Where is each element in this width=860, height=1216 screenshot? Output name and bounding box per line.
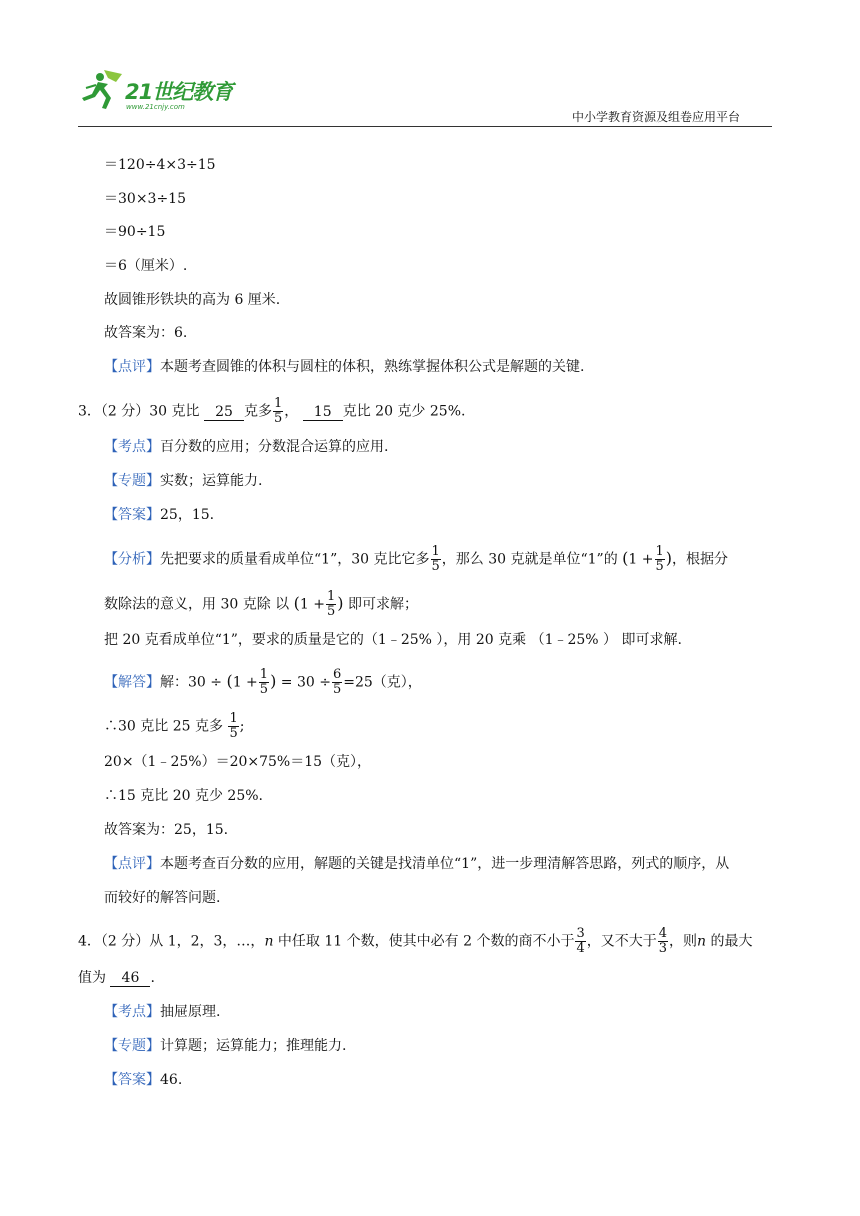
platform-title: 中小学教育资源及组卷应用平台 (571, 110, 740, 124)
fraction: $\frac{1}{5}$ (326, 589, 336, 619)
runner-logo-icon (78, 68, 126, 112)
analysis-tag: 【分析】 (104, 551, 160, 568)
analysis-line: 数除法的意义，用 30 克除 以 (1 + $\frac{1}{5}$ ) 即可求解； (104, 589, 418, 619)
conclusion-line: 故圆锥形铁块的高为 6 厘米. (104, 292, 281, 308)
question-3-text: 克比 20 克少 25%. (342, 403, 466, 420)
fraction: $\frac{1}{5}$ (259, 667, 269, 697)
answer-blank-1: 25 (204, 404, 244, 421)
fraction: $\frac{4}{3}$ (658, 926, 668, 956)
header-divider (78, 126, 772, 127)
solution-line: ∴15 克比 20 克少 25%. (104, 788, 263, 804)
fraction: $\frac{6}{5}$ (332, 667, 342, 697)
fraction: $\frac{1}{5}$ (431, 544, 440, 574)
comment-text: 本题考查圆锥的体积与圆柱的体积，熟练掌握体积公式是解题的关键. (160, 359, 585, 375)
solution-line: 20×（1﹣25%）＝20×75%＝15（克）， (104, 754, 372, 770)
comment-line: 【点评】本题考查百分数的应用，解题的关键是找清单位“1”，进一步理清解答思路，列式的顺序，从 (104, 856, 730, 872)
zhuanti-text: 实数；运算能力. (160, 473, 263, 489)
answer-tag: 【答案】 (104, 507, 160, 523)
question-4: 4．（2 分）从 1，2，3，…，n 中任取 11 个数，使其中必有 2 个数的商不小于 $\frac{3}{4}$ ，又不大于 $\frac{4}{3}$ ，则n 的最大 (78, 926, 753, 956)
page-header (78, 62, 772, 128)
answer-key-line: 【答案】46. (104, 1072, 183, 1088)
question-3: 3．（2 分）30 克比 25 克多 $\frac{1}{5}$ ， 15 克比 20 克少 25%. (78, 396, 466, 426)
comment-tag: 【点评】 (104, 856, 160, 872)
question-3-stem: 3．（2 分）30 克比 (78, 403, 200, 420)
zhuanti-tag: 【专题】 (104, 473, 160, 489)
kaodian-tag: 【考点】 (104, 1004, 160, 1020)
fraction: $\frac{1}{5}$ (273, 396, 283, 426)
answer-key-line (104, 505, 214, 525)
zhuanti-line (104, 471, 262, 491)
zhuanti-line: 【专题】计算题；运算能力；推理能力. (104, 1038, 347, 1054)
answer-text: 25，15. (160, 507, 215, 523)
comment-line: 而较好的解答问题. (104, 890, 221, 906)
answer-line: 故答案为：6. (104, 325, 188, 341)
analysis-line: 【分析】先把要求的质量看成单位“1”，30 克比它多 $\frac{1}{5}$ ，那么 30 克就是单位“1”的 (1 + $\frac{1}{5}$ )，根据分 (104, 544, 729, 574)
comment-line (104, 357, 584, 377)
question-4-line-2: 值为 46 . (78, 970, 155, 986)
answer-line: 故答案为：25，15. (104, 822, 229, 838)
kaodian-line (104, 437, 388, 457)
calc-line: ＝30×3÷15 (104, 191, 186, 207)
solution-line: 【解答】解：30 ÷ (1 + $\frac{1}{5}$ ) = 30 ÷ $\frac{6}{5}$ =25（克）， (104, 667, 422, 697)
zhuanti-tag: 【专题】 (104, 1038, 160, 1054)
fraction: $\frac{1}{5}$ (655, 544, 664, 574)
answer-tag: 【答案】 (104, 1072, 160, 1088)
answer-blank-2: 15 (303, 404, 343, 421)
kaodian-line: 【考点】抽屉原理. (104, 1004, 221, 1020)
question-3-text: 克多 (243, 403, 272, 420)
brand-logo-text: 21世纪教育 (125, 80, 233, 104)
answer-blank: 46 (110, 970, 150, 987)
kaodian-text: 百分数的应用；分数混合运算的应用. (160, 439, 389, 455)
solution-line: ∴30 克比 25 克多 $\frac{1}{5}$ ; (104, 711, 245, 741)
fraction: $\frac{1}{5}$ (229, 711, 238, 741)
calc-line: ＝6（厘米）. (104, 258, 188, 274)
fraction: $\frac{3}{4}$ (576, 926, 585, 956)
calc-line: ＝120÷4×3÷15 (104, 157, 216, 173)
solution-tag: 【解答】 (104, 674, 160, 691)
comment-tag: 【点评】 (104, 359, 160, 375)
brand-url: www.21cnjy.com (126, 103, 185, 111)
calc-line: ＝90÷15 (104, 224, 166, 240)
analysis-line: 把 20 克看成单位“1”，要求的质量是它的（1﹣25% ），用 20 克乘 （1﹣25% ） 即可求解. (104, 632, 682, 648)
kaodian-tag: 【考点】 (104, 439, 160, 455)
